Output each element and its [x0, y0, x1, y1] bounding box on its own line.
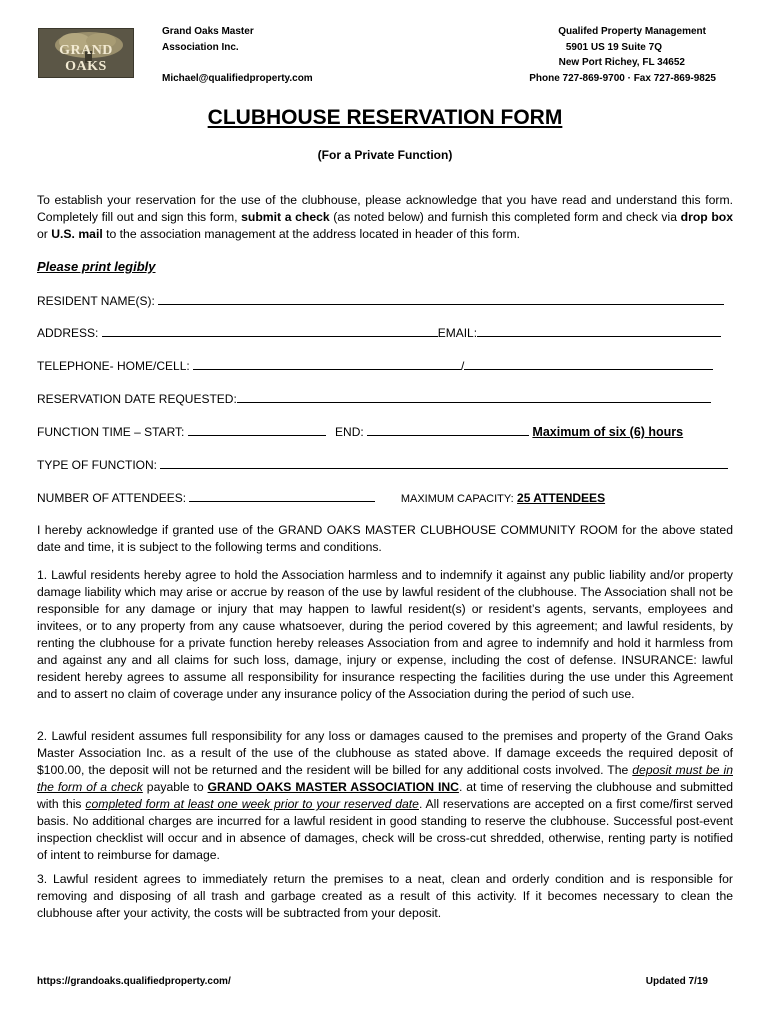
mgmt-address1: 5901 US 19 Suite 7Q: [565, 42, 662, 53]
address-field[interactable]: [102, 325, 438, 337]
telephone-row: [37, 358, 733, 374]
function-end-label: END:: [335, 425, 364, 439]
resident-name-label: RESIDENT NAME(S):: [37, 294, 155, 308]
capacity-label: MAXIMUM CAPACITY:: [400, 493, 514, 505]
footer-updated: Updated 7/19: [645, 976, 708, 987]
mgmt-phone: Phone 727-869-9700 · Fax 727-869-9825: [529, 73, 716, 84]
term-2-paragraph: 2. Lawful resident assumes full responsibility for any loss or damages caused to the premises and property of the Grand Oaks Master Association Inc. as a result of the use of the clubhouse as stated above. If damage exceeds the required deposit of $100.00, the deposit will not be returned and the resident will be billed for any additional costs involved. The deposit must be in the form of a check payable to GRAND OAKS MASTER ASSOCIATION INC. at time of reserving the clubhouse and submitted with this completed form at least one week prior to your reserved date. All reservations are accepted on a first come/first served basis. No additional charges are incurred for a lawful resident in good standing to reserve the clubhouse. Successful post-event inspection checklist will occur and in absence of damages, check will be cross-cut shredded, otherwise, renting party is notified of intent to reimburse for damage.: [37, 729, 733, 862]
function-type-row: [37, 457, 733, 473]
function-time-row: [37, 424, 733, 440]
intro-paragraph: To establish your reservation for the use of the clubhouse, please acknowledge that you have read and understand this form. Completely fill out and sign this form, submit a check (as noted below) and furnish this completed form and check via drop box or U.S. mail to the association management at the address located in header of this form.: [37, 193, 733, 241]
logo-text: GRAND OAKS: [59, 43, 113, 74]
telephone-label: TELEPHONE- HOME/CELL:: [37, 359, 190, 373]
term-1-paragraph: 1. Lawful residents hereby agree to hold the Association harmless and to indemnify it against any public liability and/or property damage liability which may arise or accrue by reason of the use by lawful resident of the clubhouse. The Association shall not be responsible for any damage or injury that may happen to lawful resident(s) or resident’s agents, servants, employees and invitees, or to any property from any cause whatsoever, during the period covered by this agreement; and lawful residents, by renting the clubhouse for a private function hereby releases Association from and agree to indemnify and hold it harmless from and against any and all claims for such loss, damage, injury or expense, including the cost of defense. INSURANCE: lawful resident hereby agrees to assume all responsibility for insurance respecting the facilities during the use under this Agreement and to assert no claim of coverage under any insurance policy of the Association during the period of such use.: [37, 568, 733, 701]
function-type-field[interactable]: [160, 457, 728, 469]
mgmt-name: Qualifed Property Management: [558, 26, 706, 37]
telephone-home-field[interactable]: [193, 358, 461, 370]
function-start-field[interactable]: [188, 424, 326, 436]
attendees-field[interactable]: [189, 490, 375, 502]
function-start-label: FUNCTION TIME – START:: [37, 425, 185, 439]
address-label: ADDRESS:: [37, 326, 99, 340]
resident-name-field[interactable]: [158, 293, 724, 305]
telephone-cell-field[interactable]: [464, 358, 713, 370]
function-type-label: TYPE OF FUNCTION:: [37, 458, 157, 472]
function-end-field[interactable]: [367, 424, 529, 436]
grand-oaks-logo: [38, 28, 134, 78]
reservation-date-row: [37, 391, 733, 407]
mgmt-address2: New Port Richey, FL 34652: [558, 57, 685, 68]
org-email: Michael@qualifiedproperty.com: [162, 73, 313, 84]
print-legibly-note: Please print legibly: [37, 259, 156, 274]
max-hours-note: Maximum of six (6) hours: [532, 425, 684, 439]
reservation-date-field[interactable]: [237, 391, 711, 403]
form-title: CLUBHOUSE RESERVATION FORM: [207, 106, 563, 129]
telephone-separator: /: [461, 359, 465, 373]
email-label: EMAIL:: [437, 326, 478, 340]
org-line2: Association Inc.: [162, 42, 239, 53]
org-line1: Grand Oaks Master: [162, 26, 254, 37]
capacity-value: 25 ATTENDEES: [517, 491, 606, 505]
acknowledge-paragraph: I hereby acknowledge if granted use of the GRAND OAKS MASTER CLUBHOUSE COMMUNITY ROOM for the above stated date and time, it is subject to the following terms and conditions.: [37, 523, 733, 554]
term-3-paragraph: 3. Lawful resident agrees to immediately return the premises to a neat, clean and orderly condition and is responsible for removing and disposing of all trash and garbage created as a result of this activity. If it becomes necessary to clean the clubhouse after your activity, the costs will be subtracted from your deposit.: [37, 872, 733, 920]
resident-name-row: [37, 293, 733, 309]
attendees-label: NUMBER OF ATTENDEES:: [37, 491, 187, 505]
reservation-date-label: RESERVATION DATE REQUESTED:: [37, 392, 237, 406]
attendees-row: [37, 490, 733, 507]
address-row: [37, 325, 733, 341]
email-field[interactable]: [477, 325, 721, 337]
footer-url[interactable]: https://grandoaks.qualifiedproperty.com/: [37, 976, 231, 987]
form-subtitle: (For a Private Function): [317, 148, 453, 162]
